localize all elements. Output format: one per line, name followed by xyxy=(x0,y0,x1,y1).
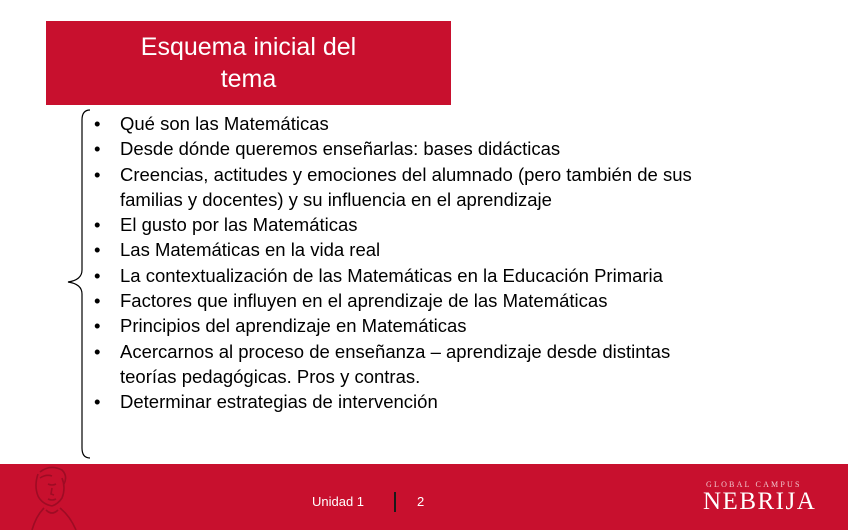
list-item: • Principios del aprendizaje en Matemáticas xyxy=(94,313,694,338)
footer-bar xyxy=(0,464,848,530)
curly-brace-icon xyxy=(66,108,96,460)
nebrija-portrait-icon xyxy=(26,464,82,530)
topic-list xyxy=(94,111,694,415)
brand-logo: NEBRIJA xyxy=(703,488,817,515)
list-item: • Qué son las Matemáticas xyxy=(94,111,694,136)
list-item: • Factores que influyen en el aprendizaje de las Matemáticas xyxy=(94,288,694,313)
list-item: • Determinar estrategias de intervención xyxy=(94,389,694,414)
list-item: • La contextualización de las Matemáticas en la Educación Primaria xyxy=(94,263,694,288)
list-item: • El gusto por las Matemáticas xyxy=(94,212,694,237)
page-number: 2 xyxy=(417,494,425,509)
footer-divider xyxy=(394,492,396,512)
brand-subtitle: GLOBAL CAMPUS xyxy=(706,480,802,489)
list-item: • Creencias, actitudes y emociones del alumnado (pero también de sus familias y docentes) y su influencia en el aprendizaje xyxy=(94,162,694,213)
unit-label: Unidad 1 xyxy=(312,494,365,509)
list-item: • Acercarnos al proceso de enseñanza – aprendizaje desde distintas teorías pedagógicas. Pros y contras. xyxy=(94,339,694,390)
slide-title: Esquema inicial del tema xyxy=(140,33,357,93)
list-item: • Las Matemáticas en la vida real xyxy=(94,237,694,262)
title-banner xyxy=(46,21,451,105)
list-item: • Desde dónde queremos enseñarlas: bases didácticas xyxy=(94,136,694,161)
